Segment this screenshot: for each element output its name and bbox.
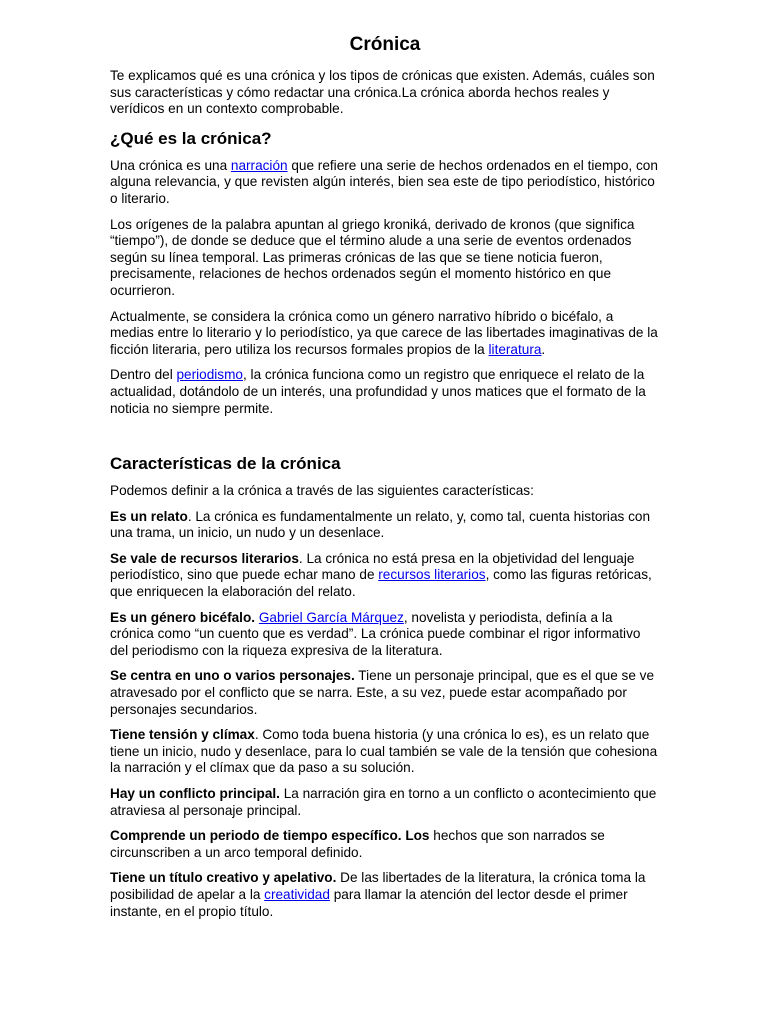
link-gabriel-garcia-marquez[interactable]: Gabriel García Márquez xyxy=(258,609,404,625)
link-recursos-literarios[interactable]: recursos literarios xyxy=(378,567,486,583)
item-term: Se vale de recursos literarios xyxy=(110,550,299,566)
page-title: Crónica xyxy=(349,34,421,55)
item-text: . La crónica es fundamentalmente un relato, y, como tal, cuenta historias con una trama, un inicio, un nudo y un desenlace. xyxy=(110,508,650,541)
paragraph-origenes: Los orígenes de la palabra apuntan al griego kroniká, derivado de kronos (que significa “tiempo”), de donde se deduce que el término alude a una serie de eventos ordenados según su línea temporal. Las primeras crónicas de las que se tiene noticia fueron, precisamente, relaciones de hechos ordenados según el momento histórico en que ocurrieron. xyxy=(110,216,635,298)
link-creatividad[interactable]: creatividad xyxy=(264,886,330,902)
item-term: Tiene tensión y clímax xyxy=(110,727,255,743)
link-narracion[interactable]: narración xyxy=(230,157,288,173)
item-text: para llamar la atención del lector desde el primer instante, en el propio título. xyxy=(110,886,628,919)
item-text: hechos que son narrados se circunscriben a un arco temporal definido. xyxy=(110,828,605,860)
link-periodismo[interactable]: periodismo xyxy=(176,367,243,383)
item-term: Se centra en uno o varios personajes. xyxy=(110,668,355,684)
text: que refiere una serie de hechos ordenados en el tiempo, con alguna relevancia, y que revisten algún interés, bien sea este de tipo periodístico, histórico o literario. xyxy=(110,157,658,206)
section-heading-caracteristicas: Características de la crónica xyxy=(110,454,341,474)
item-text: . Como toda buena historia (y una crónica lo es), es un relato que tiene un inicio, nudo y desenlace, para lo cual también se vale de la tensión que cohesiona la narración y el clímax que da paso a su solución. xyxy=(110,727,658,776)
characteristic-item xyxy=(110,870,660,920)
item-term: Comprende un periodo de tiempo específico. Los xyxy=(110,828,430,844)
characteristic-item xyxy=(110,727,660,777)
item-term: Tiene un título creativo y apelativo. xyxy=(110,870,337,886)
paragraph-periodismo xyxy=(110,367,660,417)
paragraph-definicion xyxy=(110,158,660,208)
link-literatura[interactable]: literatura xyxy=(488,341,542,357)
intro-paragraph: Te explicamos qué es una crónica y los tipos de crónicas que existen. Además, cuáles son sus características y cómo redactar una crónica.La crónica aborda hechos reales y verídicos en un contexto comprobable. xyxy=(110,68,655,117)
item-text: La narración gira en torno a un conflicto o acontecimiento que atraviesa al personaje principal. xyxy=(110,786,657,818)
item-term: Hay un conflicto principal. xyxy=(110,786,280,801)
text: . xyxy=(541,341,546,357)
paragraph-lead: Podemos definir a la crónica a través de las siguientes características: xyxy=(110,483,534,499)
text: , la crónica funciona como un registro que enriquece el relato de la actualidad, dotándolo de un interés, una profundidad y unos matices que el formato de la noticia no siempre permite. xyxy=(110,367,646,416)
item-text: , como las figuras retóricas, que enriquecen la elaboración del relato. xyxy=(110,567,652,600)
characteristic-item xyxy=(110,551,660,601)
paragraph-actualmente xyxy=(110,309,660,359)
text: Actualmente, se considera la crónica como un género narrativo híbrido o bicéfalo, a medias entre lo literario y lo periodístico, ya que carece de las libertades imaginativas de la ficción literaria, pero utiliza los recursos formales propios de la xyxy=(110,308,658,357)
characteristic-item xyxy=(110,668,660,718)
text: Una crónica es una xyxy=(110,157,231,173)
item-term: Es un género bicéfalo. xyxy=(110,609,256,625)
document-page xyxy=(110,32,660,929)
characteristic-item xyxy=(110,509,660,542)
item-text: . La crónica no está presa en la objetividad del lenguaje periodístico, sino que puede echar mano de xyxy=(110,550,635,583)
section-heading-que-es: ¿Qué es la crónica? xyxy=(110,128,272,148)
characteristic-item xyxy=(110,610,660,660)
item-text: , novelista y periodista, definía a la crónica como “un cuento que es verdad”. La crónica puede combinar el rigor informativo del periodismo con la riqueza expresiva de la literatura. xyxy=(110,609,641,658)
text: Dentro del xyxy=(110,367,177,383)
item-text: Tiene un personaje principal, que es el que se ve atravesado por el conflicto que se narra. Este, a su vez, puede estar acompañado por personajes secundarios. xyxy=(110,668,655,717)
characteristic-item xyxy=(110,828,660,861)
item-text: De las libertades de la literatura, la crónica toma la posibilidad de apelar a la xyxy=(110,870,646,902)
item-term: Es un relato xyxy=(110,508,188,524)
characteristic-item xyxy=(110,786,660,819)
